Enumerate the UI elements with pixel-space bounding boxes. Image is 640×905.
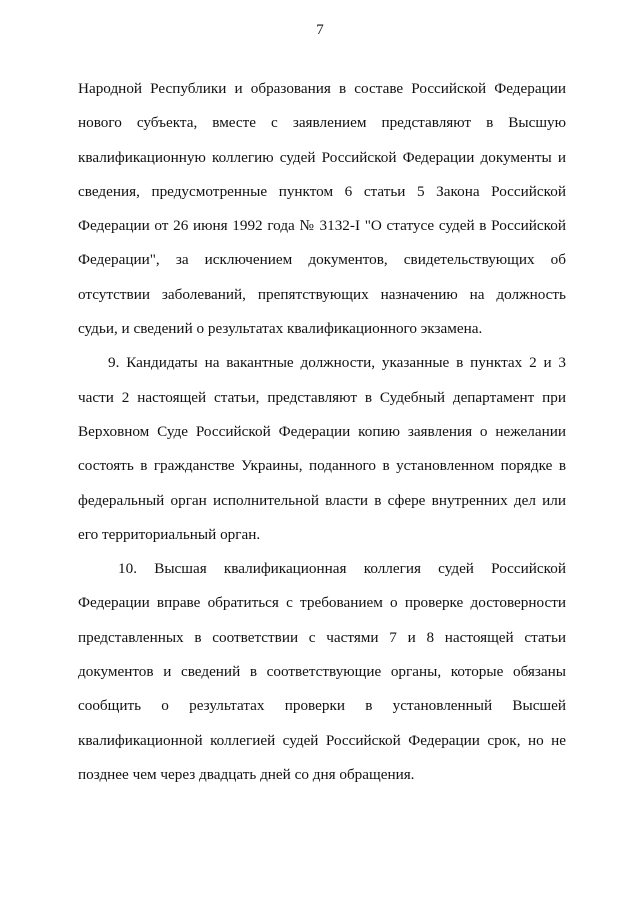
text-line: квалификационной коллегией судей Российской Федерации срок, но не: [78, 731, 566, 749]
text-line: Федерации", за исключением документов, свидетельствующих об: [78, 251, 566, 269]
text-line: квалификационную коллегию судей Российской Федерации документы и: [78, 148, 566, 166]
text-line: его территориальный орган.: [78, 525, 261, 543]
text-line: документов и сведений в соответствующие органы, которые обязаны: [78, 663, 566, 681]
text-line: 9. Кандидаты на вакантные должности, указанные в пунктах 2 и 3: [108, 354, 566, 372]
text-line: части 2 настоящей статьи, представляют в Судебный департамент при: [78, 388, 566, 406]
text-line: представленных в соответствии с частями 7 и 8 настоящей статьи: [78, 628, 566, 646]
text-line: сообщить о результатах проверки в установленный Высшей: [78, 697, 566, 715]
text-line: нового субъекта, вместе с заявлением представляют в Высшую: [78, 114, 566, 132]
text-line: Федерации от 26 июня 1992 года № 3132-I "О статусе судей в Российской: [78, 217, 566, 235]
paragraph-item-10: [78, 552, 566, 792]
text-line: федеральный орган исполнительной власти в сфере внутренних дел или: [78, 491, 566, 509]
document-body: [78, 72, 566, 792]
text-line: судьи, и сведений о результатах квалификационного экзамена.: [78, 320, 483, 338]
text-line: отсутствии заболеваний, препятствующих назначению на должность: [78, 285, 566, 303]
page-number: 7: [316, 22, 324, 38]
text-line: Федерации вправе обратиться с требованием о проверке достоверности: [78, 594, 566, 612]
text-line: состоять в гражданстве Украины, поданного в установленном порядке в: [78, 457, 566, 475]
text-line: позднее чем через двадцать дней со дня обращения.: [78, 765, 415, 783]
paragraph-item-9: [78, 346, 566, 552]
text-line: 10. Высшая квалификационная коллегия судей Российской: [118, 560, 566, 578]
paragraph-continuation: [78, 72, 566, 346]
text-line: сведения, предусмотренные пунктом 6 статьи 5 Закона Российской: [78, 182, 566, 200]
text-line: Верховном Суде Российской Федерации копию заявления о нежелании: [78, 422, 566, 440]
text-line: Народной Республики и образования в составе Российской Федерации: [78, 80, 566, 97]
